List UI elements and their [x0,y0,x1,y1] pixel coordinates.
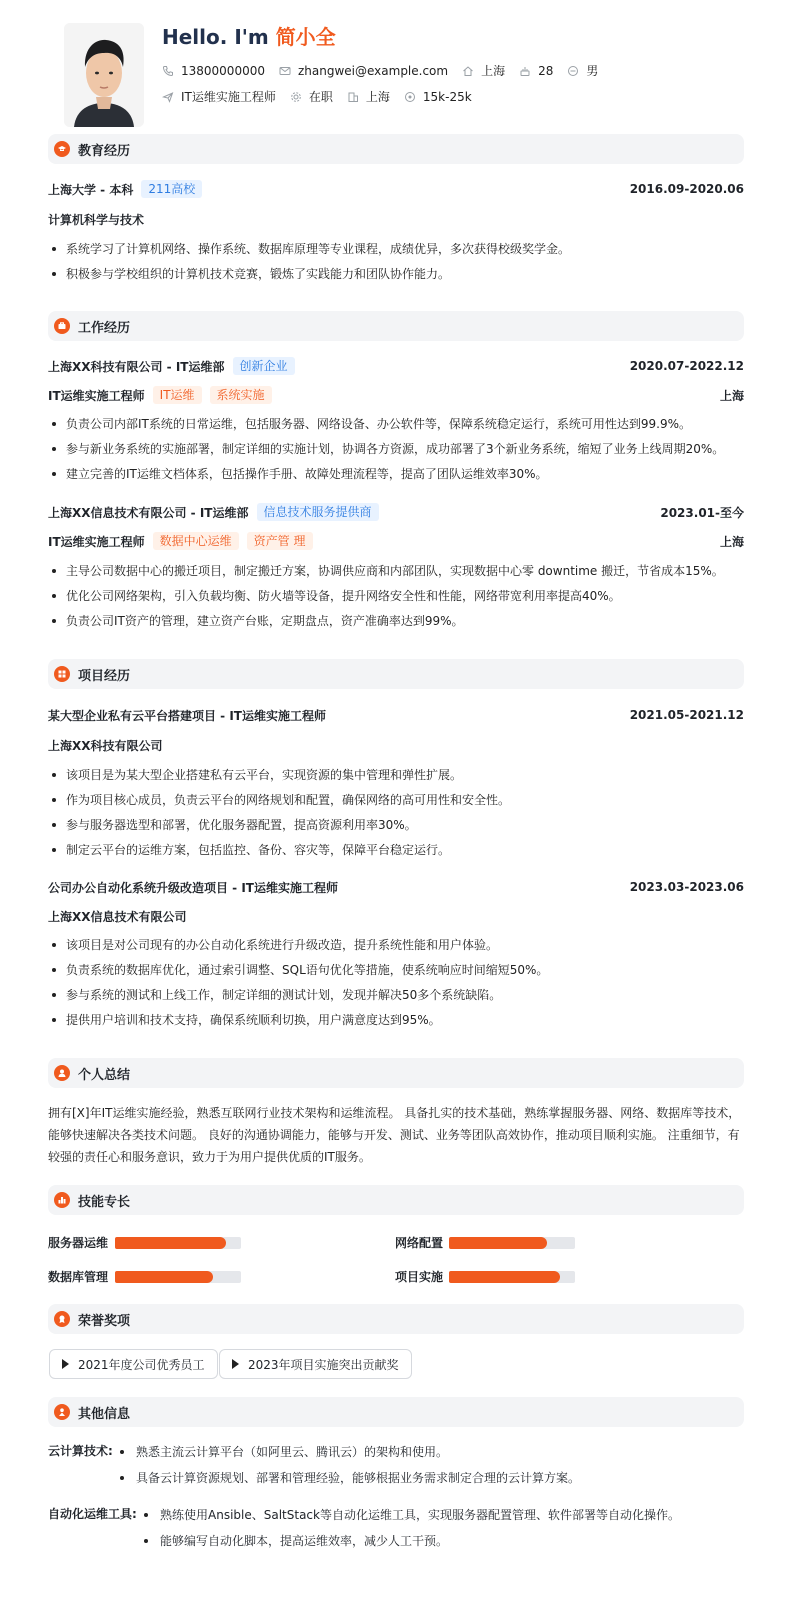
section-title: 其他信息 [78,1406,131,1422]
list-item: 负责系统的数据库优化，通过索引调整、SQL语句优化等措施，使系统响应时间缩短50%。 [48,960,744,985]
work-role-row [48,531,744,551]
role-tag: 数据中心运维 [153,532,239,550]
list-item: 提供用户培训和技术支持，确保系统顺利切换，用户满意度达到95%。 [48,1010,744,1035]
work-city-text: 上海 [365,90,390,104]
contact-row [162,62,612,79]
list-item: 系统学习了计算机网络、操作系统、数据库原理等专业课程，成绩优异，多次获得校级奖学金。 [48,239,744,264]
project-title: 公司办公自动化系统升级改造项目 - IT运维实施工程师 [48,880,338,895]
work-company-row [48,356,744,376]
skill-name: 项目实施 [395,1270,444,1284]
work-role-row [48,385,744,405]
triangle-right-icon [62,1359,69,1369]
user-icon [54,1065,70,1081]
age-text: 28 [538,63,554,78]
role-tag: 资产管 理 [247,532,313,550]
section-header-work [48,311,744,341]
email-text: zhangwei@example.com [297,63,449,78]
work-bullets [48,561,744,636]
list-item: 积极参与学校组织的计算机技术竞赛，锻炼了实践能力和团队协作能力。 [48,264,744,289]
list-item: 该项目是对公司现有的办公自动化系统进行升级改造，提升系统性能和用户体验。 [48,935,744,960]
summary-line: 较强的责任心和服务意识，致力于为用户提供优质的IT服务。 [48,1150,371,1164]
list-item: 负责公司IT资产的管理，建立资产台账，定期盘点，资产准确率达到99%。 [48,611,744,636]
job-title-text: IT运维实施工程师 [181,90,276,104]
project-date: 2023.03-2023.06 [629,880,744,894]
company-tag: 信息技术服务提供商 [257,503,379,521]
gear-icon [290,91,302,103]
project-bullets [48,765,744,865]
list-item: 具备云计算资源规划、部署和管理经验，能够根据业务需求制定合理的云计算方案。 [116,1468,580,1494]
skill-fill [449,1237,547,1249]
phone-item [162,64,265,78]
work-bullets [48,414,744,489]
work-date: 2020.07-2022.12 [629,359,744,373]
other-info-list [140,1505,680,1557]
list-item: 制定云平台的运维方案，包括监控、备份、容灾等，保障平台稳定运行。 [48,840,744,865]
section-title: 项目经历 [78,668,131,684]
medal-icon [54,1311,70,1327]
school-name: 上海大学 - 本科 [48,182,134,197]
list-item: 能够编写自动化脚本，提高运维效率，减少人工干预。 [140,1531,680,1557]
work-city-item [347,88,390,105]
gender-icon [567,65,579,77]
phone-text: 13800000000 [181,63,265,78]
list-item: 熟悉主流云计算平台（如阿里云、腾讯云）的架构和使用。 [116,1442,580,1468]
location-text: 上海 [481,64,506,78]
award-item [49,1349,218,1379]
section-title: 技能专长 [78,1194,131,1210]
salary-item [404,90,472,104]
award-item [219,1349,412,1379]
list-item: 负责公司内部IT系统的日常运维，包括服务器、网络设备、办公软件等，保障系统稳定运行，系统可用性达到99.9%。 [48,414,744,439]
summary-line: 拥有[X]年IT运维实施经验，熟悉互联网行业技术架构和运维流程。 具备扎实的技术基础，熟练掌握服务器、网络、数据库等技术， [48,1106,741,1120]
list-item: 优化公司网络架构，引入负载均衡、防火墙等设备，提升网络安全性和性能，网络带宽利用率提高40%。 [48,586,744,611]
other-info-label: 自动化运维工具: [48,1507,137,1521]
education-school-row [48,179,744,199]
project-bullets [48,935,744,1035]
project-date: 2021.05-2021.12 [629,708,744,722]
greeting-text: Hello. I'm [162,25,276,49]
skill-item [395,1234,575,1251]
skill-name: 服务器运维 [48,1236,109,1250]
role-title: IT运维实施工程师 [48,534,145,549]
skill-bar [449,1271,575,1283]
education-date: 2016.09-2020.06 [629,182,744,196]
resume-header [48,20,746,126]
skill-fill [115,1271,213,1283]
job-title-item [162,88,276,105]
project-title-row [48,705,744,725]
section-title: 教育经历 [78,143,131,159]
gender-item [567,62,598,79]
list-item: 参与服务器选型和部署，优化服务器配置，提高资源利用率30%。 [48,815,744,840]
other-info-label: 云计算技术: [48,1444,113,1458]
list-item: 建立完善的IT运维文档体系，包括操作手册、故障处理流程等，提高了团队运维效率30%。 [48,464,744,489]
skill-name: 数据库管理 [48,1270,109,1284]
avatar [64,23,144,127]
age-item [519,64,553,78]
work-company-row [48,502,744,522]
section-header-education [48,134,744,164]
building-icon [347,91,359,103]
work-city: 上海 [719,534,744,549]
role-tag: 系统实施 [210,386,272,404]
section-header-awards [48,1304,744,1334]
graduation-cap-icon [54,141,70,157]
email-item [279,64,448,78]
section-title: 个人总结 [78,1067,131,1083]
skill-fill [449,1271,560,1283]
section-header-summary [48,1058,744,1088]
education-major: 计算机科学与技术 [48,213,145,227]
education-bullets [48,239,744,289]
company-tag: 创新企业 [233,357,295,375]
other-info-list [116,1442,580,1494]
skill-item [395,1268,575,1285]
status-text: 在职 [308,90,333,104]
phone-icon [162,65,174,77]
skill-item [48,1234,241,1251]
mail-icon [279,65,291,77]
location-item [462,62,505,79]
list-item: 参与新业务系统的实施部署，制定详细的实施计划，协调各方资源，成功部署了3个新业务系统，缩短了业务上线周期20%。 [48,439,744,464]
person-badge-icon [54,1404,70,1420]
work-city: 上海 [719,388,744,403]
section-title: 工作经历 [78,320,131,336]
award-text: 2023年项目实施突出贡献奖 [248,1357,399,1372]
triangle-right-icon [232,1359,239,1369]
skill-name: 网络配置 [395,1236,444,1250]
bar-chart-icon [54,1192,70,1208]
skill-fill [115,1237,226,1249]
school-tag: 211高校 [141,180,202,198]
skill-bar [115,1271,241,1283]
skill-bar [115,1237,241,1249]
summary-paragraph [48,1102,744,1168]
home-icon [462,65,474,77]
job-intent-row [162,88,486,105]
section-title: 荣誉奖项 [78,1313,131,1329]
skill-bar [449,1237,575,1249]
list-item: 作为项目核心成员，负责云平台的网络规划和配置，确保网络的高可用性和安全性。 [48,790,744,815]
list-item: 参与系统的测试和上线工作，制定详细的测试计划，发现并解决50多个系统缺陷。 [48,985,744,1010]
company-name: 上海XX科技有限公司 - IT运维部 [48,359,225,374]
award-text: 2021年度公司优秀员工 [78,1357,205,1372]
send-icon [162,91,174,103]
company-name: 上海XX信息技术有限公司 - IT运维部 [48,505,249,520]
project-title: 某大型企业私有云平台搭建项目 - IT运维实施工程师 [48,708,326,723]
skill-item [48,1268,241,1285]
cake-icon [519,65,531,77]
role-title: IT运维实施工程师 [48,388,145,403]
section-header-skills [48,1185,744,1215]
summary-line: 能够快速解决各类技术问题。 良好的沟通协调能力，能够与开发、测试、业务等团队高效协作，推动项目顺利实施。 注重细节，有 [48,1128,740,1142]
briefcase-icon [54,318,70,334]
section-header-other [48,1397,744,1427]
project-company: 上海XX信息技术有限公司 [48,910,187,924]
section-header-projects [48,659,744,689]
project-title-row [48,877,744,897]
list-item: 主导公司数据中心的搬迁项目，制定搬迁方案，协调供应商和内部团队，实现数据中心零 downtime 搬迁，节省成本15%。 [48,561,744,586]
grid-icon [54,666,70,682]
coin-icon [404,91,416,103]
work-date: 2023.01-至今 [660,505,744,520]
gender-text: 男 [586,64,599,78]
resume-name-heading [162,21,336,50]
list-item: 该项目是为某大型企业搭建私有云平台，实现资源的集中管理和弹性扩展。 [48,765,744,790]
status-item [290,88,333,105]
list-item: 熟练使用Ansible、SaltStack等自动化运维工具，实现服务器配置管理、软件部署等自动化操作。 [140,1505,680,1531]
candidate-name: 简小全 [275,25,336,49]
project-company: 上海XX科技有限公司 [48,739,163,753]
avatar-portrait-icon [64,23,144,127]
role-tag: IT运维 [153,386,202,404]
salary-text: 15k-25k [422,89,472,104]
